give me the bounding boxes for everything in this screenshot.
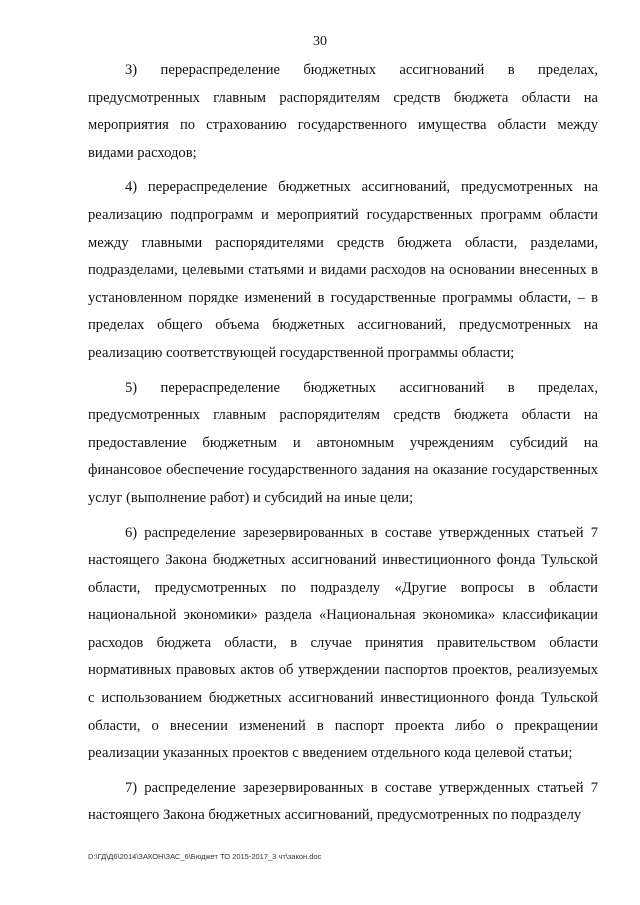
paragraph-item-5: 5) перераспределение бюджетных ассигнований в пределах, предусмотренных главным распорядителям средств бюджета области на предоставление бюджетным и автономным учреждениям субсидий на финансовое обеспечение государственного задания на оказание государственных услуг (выполнение работ) и субсидий на иные цели; — [88, 379, 598, 506]
page-number: 30 — [313, 34, 327, 49]
paragraph-item-4: 4) перераспределение бюджетных ассигнований, предусмотренных на реализацию подпрограмм и мероприятий государственных программ области между главными распорядителями средств бюджета области, разделами, подразделами, целевыми статьями и видами расходов на основании внесенных в установленном порядке изменений в государственные программы области, – в пределах общего объема бюджетных ассигнований, предусмотренных на реализацию соответствующей государственной программы области; — [88, 179, 598, 361]
paragraph-item-3: 3) перераспределение бюджетных ассигнований в пределах, предусмотренных главным распорядителям средств бюджета области на мероприятия по страхованию государственного имущества области между видами расходов; — [88, 62, 598, 161]
paragraph-item-6: 6) распределение зарезервированных в составе утвержденных статьей 7 настоящего Закона бюджетных ассигнований инвестиционного фонда Тульской области, предусмотренных по подразделу «Другие вопросы в области национальной экономики» раздела «Национальная экономика» классификации расходов бюджета области, в случае принятия правительством области нормативных правовых актов об утверждении паспортов проектов, реализуемых с использованием бюджетных ассигнований инвестиционного фонда Тульской области, о внесении изменений в паспорт проекта либо о прекращении реализации указанных проектов с введением отдельного кода целевой статьи; — [88, 524, 598, 762]
paragraph-item-7: 7) распределение зарезервированных в составе утвержденных статьей 7 настоящего Закона бюджетных ассигнований, предусмотренных по подразделу — [88, 779, 598, 824]
document-body — [88, 57, 598, 837]
file-path-footer: D:\ГД\Д6\2014\ЗАКОН\ЗАС_6\Бюджет ТО 2015-2017_3 чт\закон.doc — [88, 852, 322, 861]
